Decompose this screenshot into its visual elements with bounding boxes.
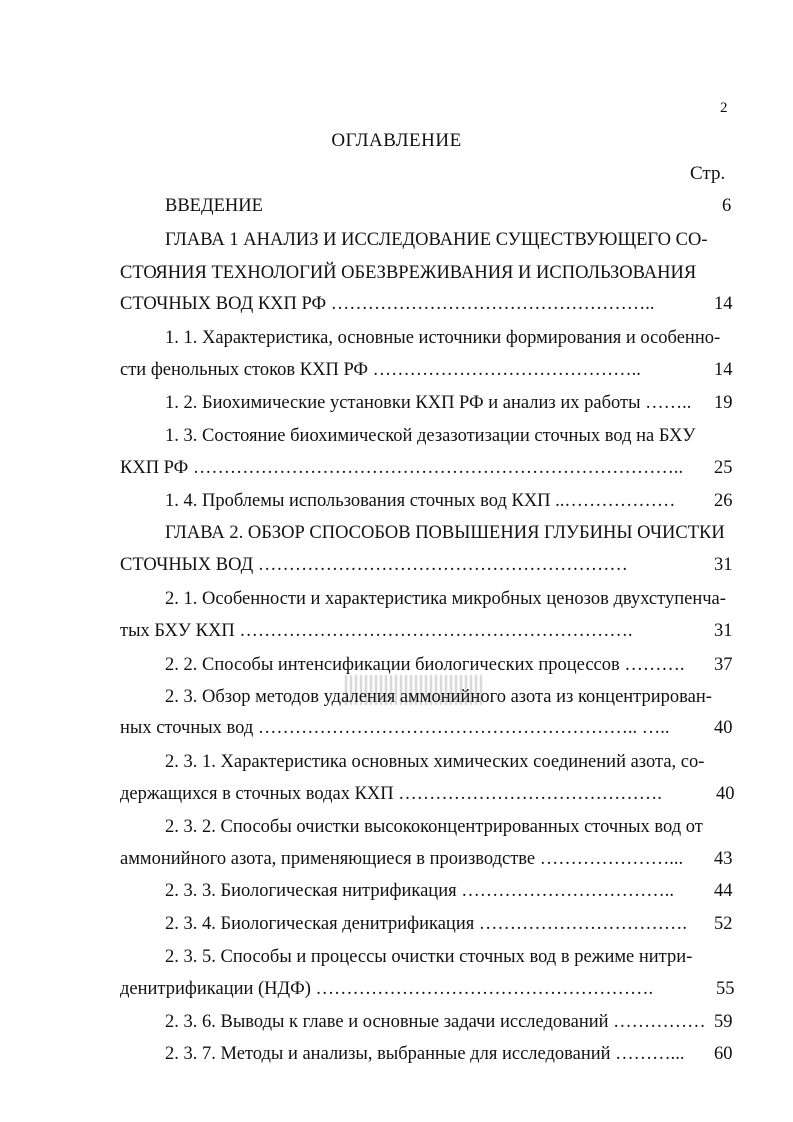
page-number: 2: [720, 100, 728, 116]
page-column-label: Стр.: [690, 163, 726, 184]
toc-entry: 2. 3. 1. Характеристика основных химических соединений азота, со-: [165, 752, 705, 772]
toc-entry: тых БХУ КХП ……………………………………………………….: [120, 621, 633, 641]
toc-page-number: 31: [714, 555, 733, 575]
toc-page-number: 31: [714, 621, 733, 641]
toc-page-number: 14: [714, 294, 733, 314]
toc-entry: ных сточных вод …………………………………………………….. …..: [120, 718, 670, 738]
toc-entry: держащихся в сточных водах КХП …………………………………….: [120, 784, 662, 804]
toc-page-number: 26: [714, 491, 733, 511]
toc-entry: денитрификации (НДФ) ……………………………………………….: [120, 979, 654, 999]
toc-page-number: 40: [716, 784, 735, 804]
toc-entry: 2. 3. 5. Способы и процессы очистки сточных вод в режиме нитри-: [165, 947, 693, 967]
page-title: ОГЛАВЛЕНИЕ: [331, 130, 462, 151]
toc-entry: СТОЧНЫХ ВОД ……………………………………………………: [120, 555, 628, 575]
toc-page-number: 52: [714, 914, 733, 934]
toc-entry: 2. 3. 2. Способы очистки высококонцентрированных сточных вод от: [165, 817, 703, 837]
toc-entry: 2. 3. 7. Методы и анализы, выбранные для исследований ………...: [165, 1044, 685, 1064]
toc-entry: СТОЯНИЯ ТЕХНОЛОГИЙ ОБЕЗВРЕЖИВАНИЯ И ИСПОЛЬЗОВАНИЯ: [120, 263, 697, 283]
toc-page-number: 43: [714, 849, 733, 869]
toc-page-number: 14: [714, 360, 733, 380]
toc-entry: 1. 3. Состояние биохимической дезазотизации сточных вод на БХУ: [165, 426, 696, 446]
toc-entry: КХП РФ ……………………………………………………………………..: [120, 458, 684, 478]
toc-entry: ГЛАВА 2. ОБЗОР СПОСОБОВ ПОВЫШЕНИЯ ГЛУБИНЫ ОЧИСТКИ: [165, 523, 725, 543]
toc-entry: ВВЕДЕНИЕ: [165, 196, 263, 216]
toc-entry: сти фенольных стоков КХП РФ ……………………………………..: [120, 360, 641, 380]
toc-entry: ГЛАВА 1 АНАЛИЗ И ИССЛЕДОВАНИЕ СУЩЕСТВУЮЩЕГО СО-: [165, 230, 708, 250]
toc-entry: 2. 3. 6. Выводы к главе и основные задачи исследований ……………: [165, 1012, 706, 1032]
toc-page-number: 60: [714, 1044, 733, 1064]
toc-entry: аммонийного азота, применяющиеся в производстве …………………...: [120, 849, 684, 869]
toc-page-number: 25: [714, 458, 733, 478]
toc-entry: 2. 3. Обзор методов удаления аммонийного азота из концентрирован-: [165, 687, 712, 707]
toc-entry: 2. 3. 3. Биологическая нитрификация ……………………………..: [165, 881, 674, 901]
toc-page-number: 40: [714, 718, 733, 738]
toc-page-number: 55: [716, 979, 735, 999]
toc-page-number: 59: [714, 1012, 733, 1032]
toc-entry: 2. 3. 4. Биологическая денитрификация …………………………….: [165, 914, 687, 934]
toc-page-number: 6: [722, 196, 732, 216]
toc-entry: 1. 1. Характеристика, основные источники формирования и особенно-: [165, 328, 721, 348]
toc-page-number: 37: [714, 655, 733, 675]
toc-entry: СТОЧНЫХ ВОД КХП РФ ……………………………………………..: [120, 294, 655, 314]
toc-entry: 2. 2. Способы интенсификации биологических процессов ……….: [165, 655, 685, 675]
toc-page-number: 19: [714, 393, 733, 413]
toc-entry: 2. 1. Особенности и характеристика микробных ценозов двухступенча-: [165, 589, 726, 609]
toc-entry: 1. 2. Биохимические установки КХП РФ и анализ их работы ……..: [165, 393, 692, 413]
toc-page-number: 44: [714, 881, 733, 901]
toc-entry: 1. 4. Проблемы использования сточных вод КХП ..………………: [165, 491, 676, 511]
